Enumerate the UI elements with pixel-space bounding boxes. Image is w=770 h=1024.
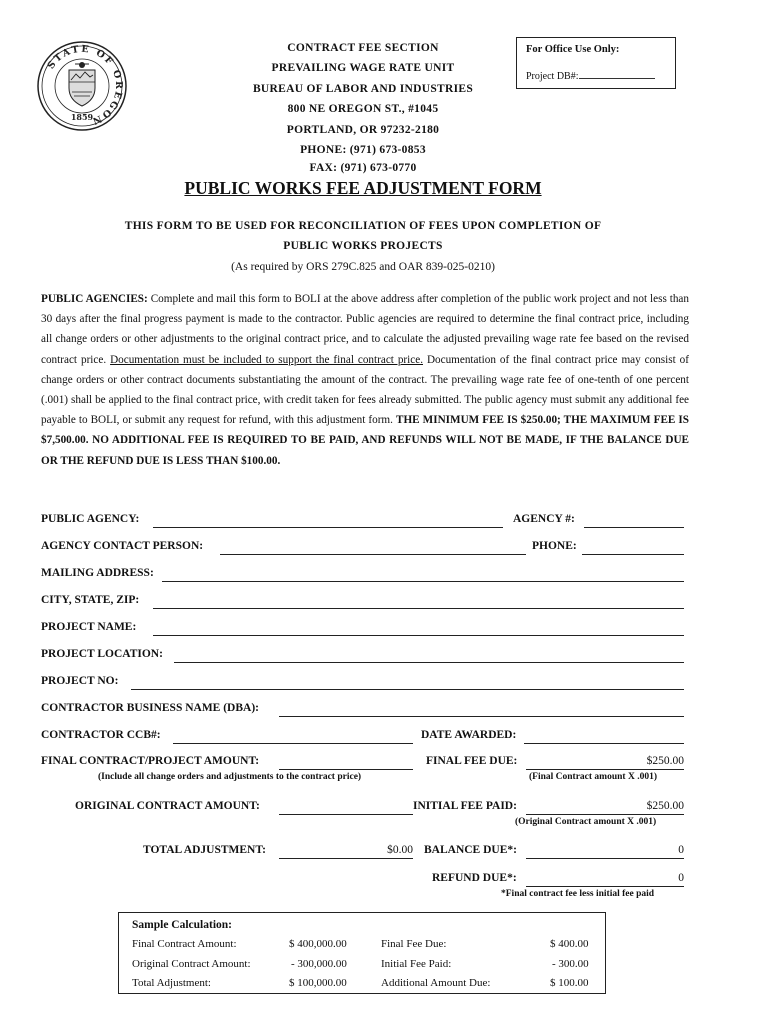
instructions-text-2: Documentation of the final contract price may consist of change orders or other contract documents substantiating the amount of the contract. The prevailing wage rate fee of one-tenth of one percent (.001) shall be applied to the final contract price, with credit taken for fees already submitted. The public agency must submit any additional fee payable to BOLI, or submit any request for refund, with this adjustment form.	[41, 353, 689, 427]
instructions-underlined: Documentation must be included to support the final contract price.	[110, 353, 423, 366]
initial-fee-line	[526, 813, 684, 815]
project-db-label: Project DB#:	[526, 71, 579, 82]
agency-no-input[interactable]	[584, 526, 684, 528]
balance-due-line	[526, 857, 684, 859]
header-line-1: CONTRACT FEE SECTION	[287, 42, 439, 54]
contractor-ccb-input[interactable]	[173, 742, 413, 744]
instructions-bold-tail: THE MINIMUM FEE IS $250.00; THE MAXIMUM FEE IS $7,500.00. NO ADDITIONAL FEE IS REQUIRED TO BE PAID, AND REFUNDS WILL NOT BE MADE, IF THE BALANCE DUE OR THE REFUND DUE IS LESS THAN $100.00.	[41, 414, 689, 467]
contractor-ccb-label: CONTRACTOR CCB#:	[41, 729, 161, 741]
sample-title: Sample Calculation:	[132, 919, 232, 931]
date-awarded-label: DATE AWARDED:	[421, 729, 517, 741]
project-no-label: PROJECT NO:	[41, 675, 119, 687]
seal-ring-text: STATE OF OREGON	[45, 43, 125, 127]
form-title: PUBLIC WORKS FEE ADJUSTMENT FORM	[184, 178, 542, 198]
city-state-zip-label: CITY, STATE, ZIP:	[41, 594, 140, 606]
total-adjustment-value: $0.00	[387, 844, 413, 856]
seal-year: 1859	[70, 112, 94, 122]
final-fee-value: $250.00	[646, 755, 684, 767]
instructions-text-1: Complete and mail this form to BOLI at the above address after completion of the public work project and not less than 30 days after the final progress payment is made to the contractor. Public agencies are required to determine the final contract price, including all change orders or other adjustments to the original contract price, and to calculate the adjusted prevailing wage rate fee based on the revised contract price.	[41, 293, 689, 366]
initial-fee-note: (Original Contract amount X .001)	[515, 817, 657, 827]
phone-label: PHONE:	[532, 540, 577, 552]
sample-row-1-value-1: $ 400,000.00	[289, 938, 347, 950]
sample-row-1-value-2: $ 400.00	[550, 938, 589, 950]
project-db-field[interactable]	[526, 69, 655, 82]
sample-row-3-label-2: Additional Amount Due:	[381, 977, 491, 989]
balance-due-label: BALANCE DUE*:	[424, 844, 517, 856]
original-contract-label: ORIGINAL CONTRACT AMOUNT:	[75, 800, 260, 812]
date-awarded-input[interactable]	[524, 742, 684, 744]
phone-input[interactable]	[582, 553, 684, 555]
final-fee-label: FINAL FEE DUE:	[426, 755, 518, 767]
state-seal	[36, 40, 128, 132]
header-line-7: FAX: (971) 673-0770	[309, 162, 417, 174]
original-contract-input[interactable]	[279, 813, 413, 815]
contractor-dba-input[interactable]	[279, 715, 684, 717]
office-use-title: For Office Use Only:	[526, 44, 620, 55]
refund-footnote: *Final contract fee less initial fee paid	[501, 889, 655, 899]
mailing-address-label: MAILING ADDRESS:	[41, 567, 154, 579]
project-name-label: PROJECT NAME:	[41, 621, 137, 633]
subtitle-line-3: (As required by ORS 279C.825 and OAR 839-025-0210)	[231, 261, 495, 273]
sample-calculation-box	[118, 912, 606, 994]
contact-person-input[interactable]	[220, 553, 526, 555]
final-fee-line	[526, 768, 684, 770]
header-line-5: PORTLAND, OR 97232-2180	[286, 124, 440, 136]
contractor-dba-label: CONTRACTOR BUSINESS NAME (DBA):	[41, 702, 259, 714]
sample-row-3-value-2: $ 100.00	[550, 977, 589, 989]
sample-row-1-label-1: Final Contract Amount:	[132, 938, 237, 950]
header-line-2: PREVAILING WAGE RATE UNIT	[271, 62, 455, 74]
contact-person-label: AGENCY CONTACT PERSON:	[41, 540, 204, 552]
refund-due-value: 0	[678, 872, 684, 884]
subtitle-line-2: PUBLIC WORKS PROJECTS	[283, 240, 443, 252]
refund-due-line	[526, 885, 684, 887]
public-agency-label: PUBLIC AGENCY:	[41, 513, 140, 525]
office-use-box	[516, 37, 676, 89]
final-contract-input[interactable]	[279, 768, 413, 770]
header-line-4: 800 NE OREGON ST., #1045	[287, 103, 439, 115]
sample-row-2-label-2: Initial Fee Paid:	[381, 958, 452, 970]
city-state-zip-input[interactable]	[153, 607, 684, 609]
project-db-line	[579, 69, 655, 79]
total-adjustment-line	[279, 857, 413, 859]
refund-due-label: REFUND DUE*:	[432, 872, 517, 884]
total-adjustment-label: TOTAL ADJUSTMENT:	[143, 844, 267, 856]
instructions-paragraph	[41, 289, 689, 471]
header-line-3: BUREAU OF LABOR AND INDUSTRIES	[252, 83, 474, 95]
project-location-input[interactable]	[174, 661, 684, 663]
final-fee-note: (Final Contract amount X .001)	[529, 772, 657, 782]
subtitle-line-1: THIS FORM TO BE USED FOR RECONCILIATION OF FEES UPON COMPLETION OF	[124, 220, 602, 232]
public-agency-input[interactable]	[153, 526, 503, 528]
seal-graphic	[36, 40, 128, 132]
sample-row-1-label-2: Final Fee Due:	[381, 938, 447, 950]
initial-fee-label: INITIAL FEE PAID:	[413, 800, 517, 812]
sample-row-3-label-1: Total Adjustment:	[132, 977, 211, 989]
sample-row-3-value-1: $ 100,000.00	[289, 977, 347, 989]
project-no-input[interactable]	[131, 688, 684, 690]
project-name-input[interactable]	[153, 634, 684, 636]
instructions-lead: PUBLIC AGENCIES:	[41, 293, 148, 305]
mailing-address-input[interactable]	[162, 580, 684, 582]
final-contract-note: (Include all change orders and adjustments to the contract price)	[98, 772, 362, 782]
initial-fee-value: $250.00	[646, 800, 684, 812]
balance-due-value: 0	[678, 844, 684, 856]
agency-no-label: AGENCY #:	[513, 513, 575, 525]
sample-row-2-label-1: Original Contract Amount:	[132, 958, 251, 970]
sample-row-2-value-1: - 300,000.00	[291, 958, 347, 970]
sample-row-2-value-2: - 300.00	[552, 958, 589, 970]
final-contract-label: FINAL CONTRACT/PROJECT AMOUNT:	[41, 755, 260, 767]
header-line-6: PHONE: (971) 673-0853	[300, 144, 426, 156]
project-location-label: PROJECT LOCATION:	[41, 648, 163, 660]
